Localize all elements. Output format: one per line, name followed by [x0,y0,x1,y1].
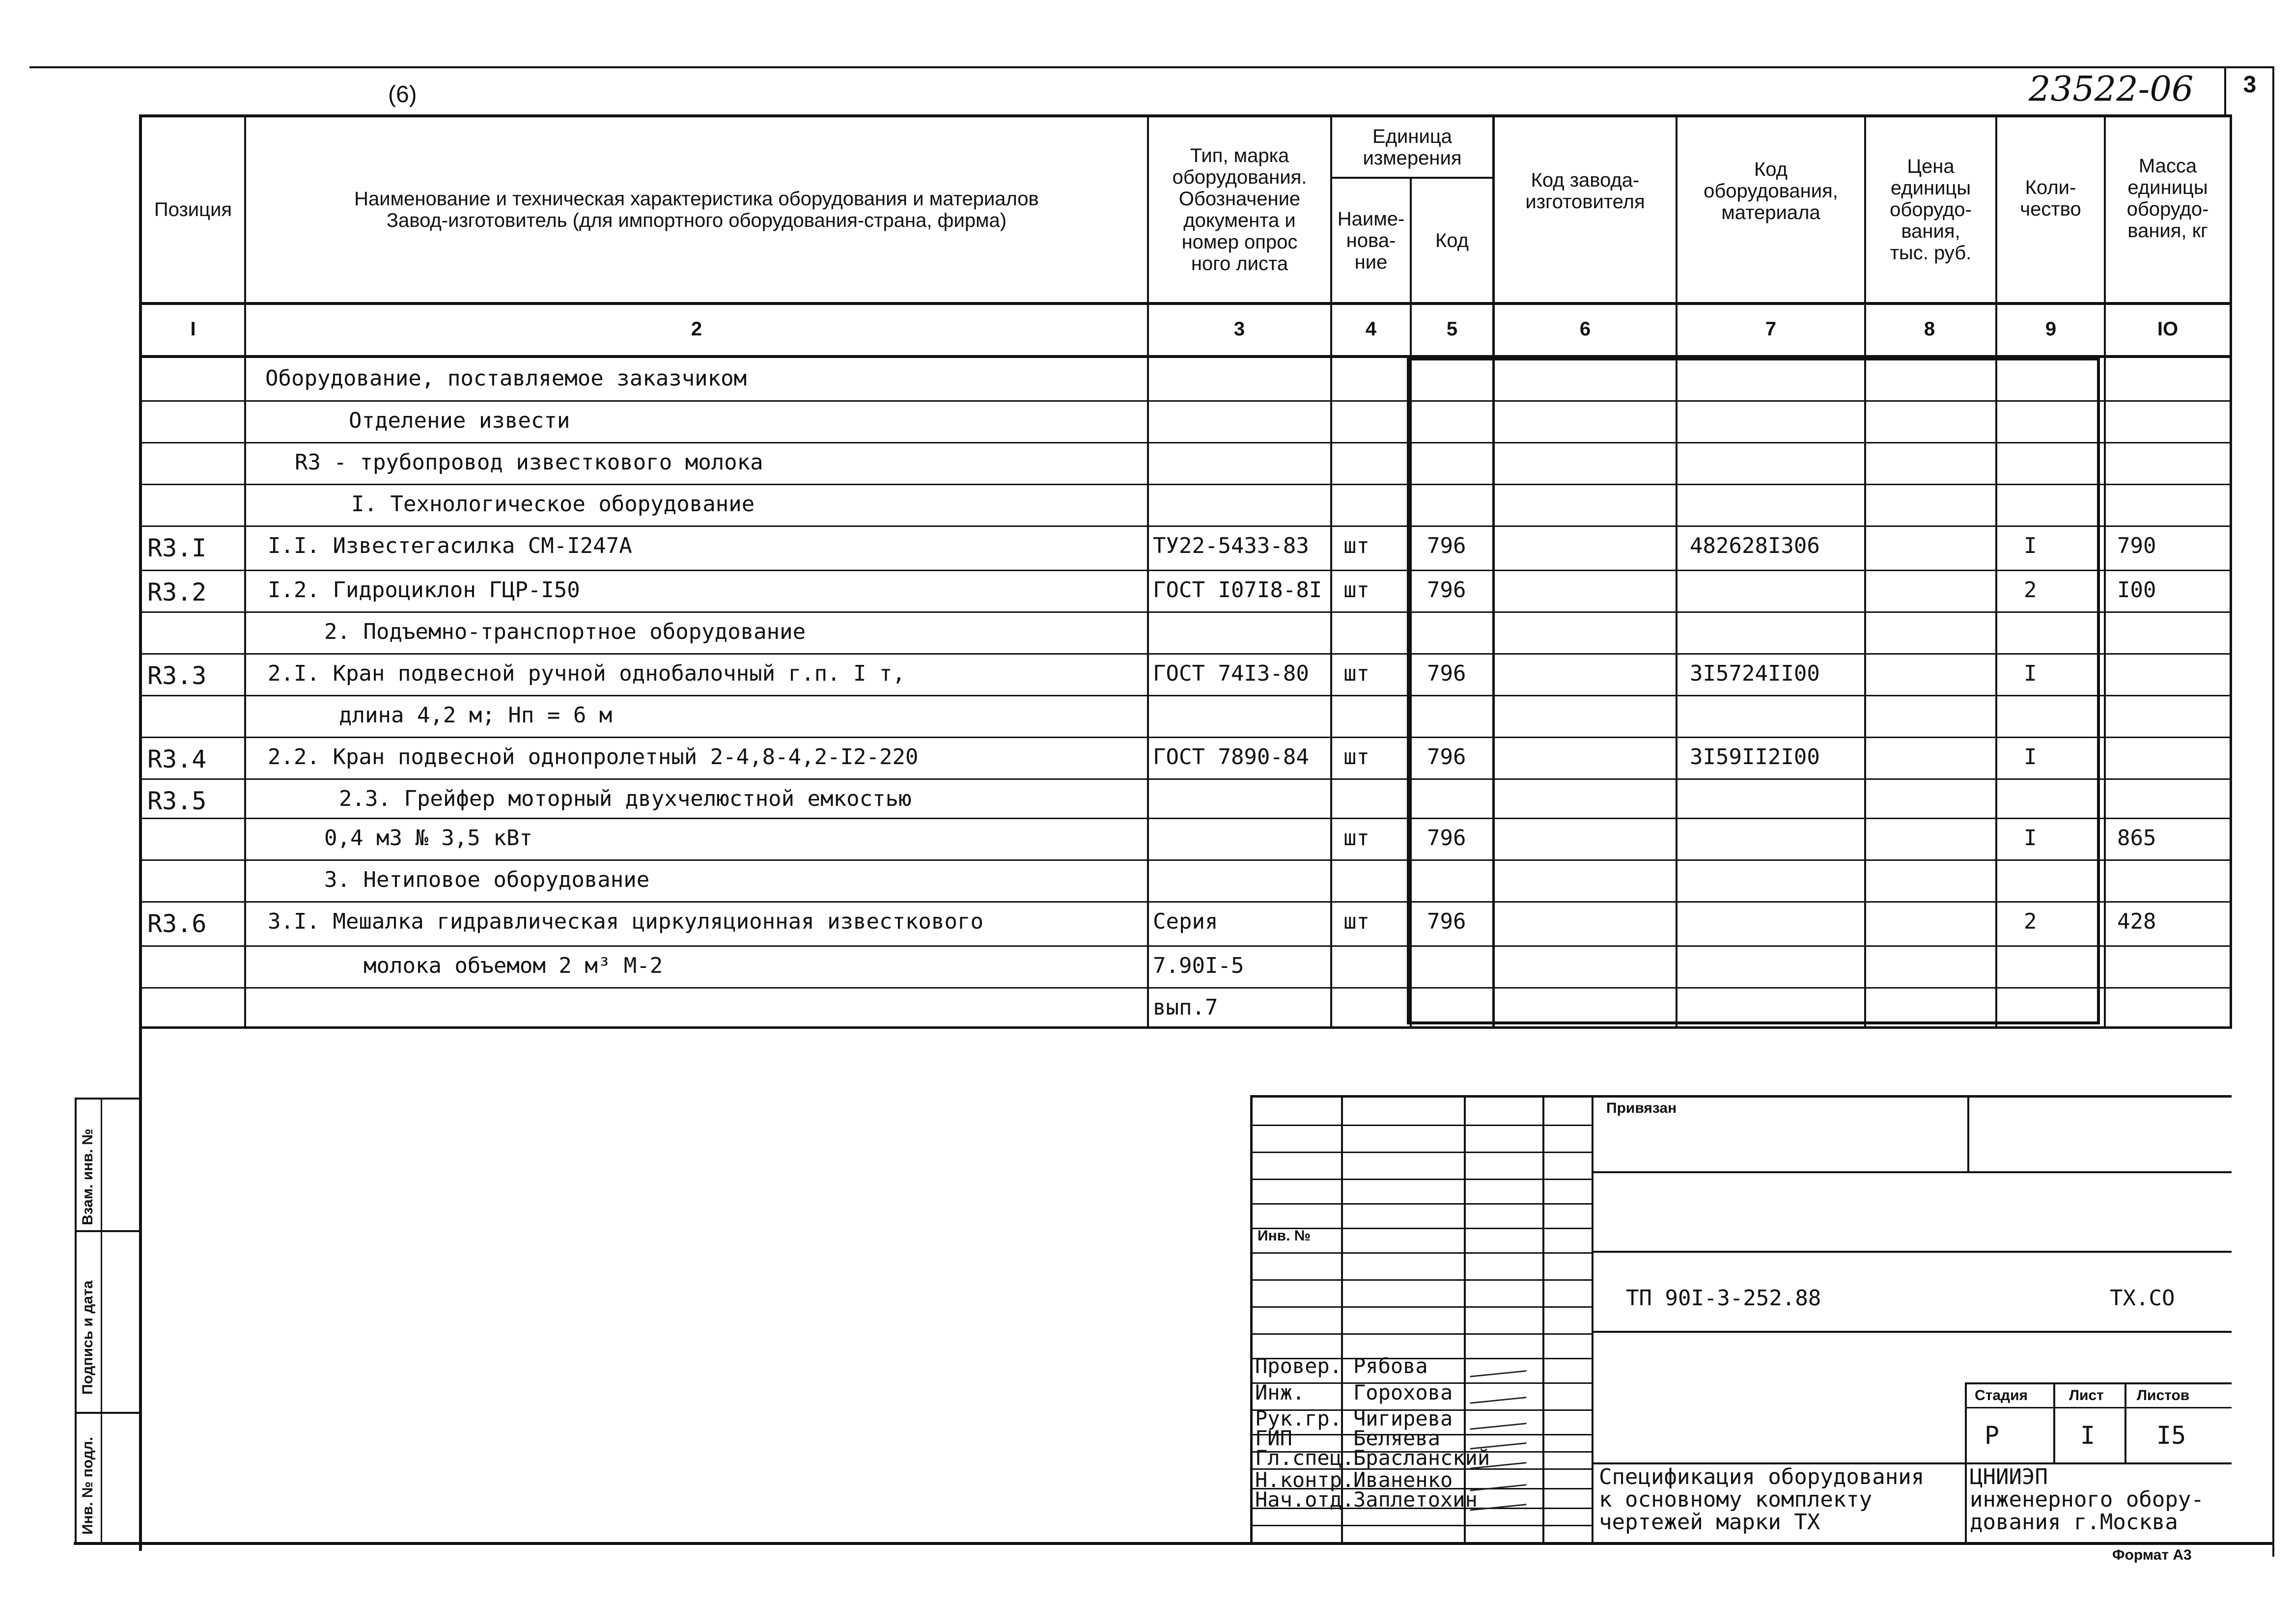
tb-v3 [1542,1095,1544,1544]
tb-sheets-value: I5 [2156,1421,2186,1450]
signer-role: Нач.отд. [1255,1487,1355,1512]
row-name: R3 - трубопровод известкового молока [295,450,763,475]
column-number: IO [2157,318,2179,340]
frame-right-line [2272,66,2274,1557]
tb-format: Формат А3 [2112,1547,2192,1563]
signature-scribble [1470,1356,1532,1377]
tb-grid-line [1250,1279,1593,1281]
side-inv-podl: Инв. № подл. [80,1436,96,1535]
row-position: R3.5 [147,787,207,815]
signer-role: Провер. [1255,1354,1342,1378]
tb-v2 [1464,1095,1466,1544]
column-number: 6 [1579,318,1591,340]
tb-h-stage-sub [1965,1407,2232,1408]
row-name: 2.3. Грейфер моторный двухчелюстной емкостью [339,786,912,811]
column-number: 5 [1446,318,1458,340]
row-name: Оборудование, поставляемое заказчиком [265,366,747,391]
row-name: I.I. Известегасилка СМ-I247А [268,533,632,558]
tb-doc-mark: ТХ.СО [2110,1286,2175,1311]
header-unit-name: Наиме- нова- ние [1337,208,1405,273]
signer-role: Рук.гр. [1255,1406,1342,1431]
row-unit-name: шт [1343,826,1370,851]
row-quantity: I [2024,744,2037,770]
tb-privyazan: Привязан [1606,1100,1677,1116]
row-position: R3.2 [147,578,207,606]
row-unit-code: 796 [1427,909,1466,934]
column-number: I [190,318,196,340]
row-unit-code: 796 [1427,533,1466,558]
page-corner-number: 3 [2243,72,2257,98]
signer-role: Гл.спец. [1255,1446,1355,1470]
header-unit-code: Код [1435,229,1469,251]
row-name: 2. Подъемно-транспортное оборудование [324,619,806,644]
row-quantity: 2 [2024,578,2037,603]
tb-sheet-value: I [2080,1421,2096,1450]
row-type: Серия [1153,909,1218,934]
tb-grid-line [1250,1152,1593,1153]
row-unit-name: шт [1343,661,1370,686]
header-factory-code: Код завода- изготовителя [1525,169,1645,213]
row-position: R3.4 [147,745,207,773]
frame-bottom-line [74,1542,2274,1545]
tb-h-code-bottom [1593,1331,2232,1333]
tb-grid-line [1250,1333,1593,1335]
row-type: ГОСТ 74I3-80 [1153,661,1309,686]
signer-name: Горохова [1353,1380,1453,1404]
row-name: I. Технологическое оборудование [351,492,755,517]
row-unit-code: 796 [1427,826,1466,851]
signer-name: Заплетохин [1353,1487,1478,1512]
bracket-label: (6) [388,82,417,108]
tb-sheet-header: Лист [2069,1387,2104,1404]
row-equipment-code: 3I5724II00 [1690,661,1820,686]
tb-grid-line [1250,1203,1593,1205]
signer-name: Брасланский [1353,1446,1490,1470]
tb-inv-no: Инв. № [1258,1228,1311,1244]
row-name: 3.I. Мешалка гидравлическая циркуляционная известкового [268,909,983,934]
tb-h-code-top [1593,1251,2232,1253]
side-stamp-div2 [75,1412,141,1414]
row-type: ГОСТ 7890-84 [1153,744,1309,770]
tb-top [1250,1095,2232,1098]
tb-grid-line [1250,1525,1593,1526]
signature-scribble [1470,1383,1532,1404]
row-quantity: I [2024,533,2037,558]
row-name: 2.I. Кран подвесной ручной однобалочный г.п. I т, [268,661,906,686]
header-position: Позиция [154,199,232,220]
column-number: 2 [691,318,702,340]
row-position: R3.3 [147,661,207,690]
row-unit-name: шт [1343,909,1370,934]
row-unit-code: 796 [1427,661,1466,686]
row-position: R3.6 [147,909,207,938]
tb-grid-line [1250,1125,1593,1126]
col-line-left [139,114,142,1551]
signer-role: Инж. [1255,1380,1305,1404]
tb-stage-value: Р [1985,1421,2000,1450]
row-type: ГОСТ I07I8-8I [1153,578,1322,603]
signer-name: Иваненко [1353,1468,1453,1492]
tb-left [1250,1095,1253,1544]
signature-scribble [1470,1409,1532,1430]
column-number: 7 [1765,318,1777,340]
sheet-number: 23522-06 [2029,69,2194,109]
header-name: Наименование и техническая характеристика оборудования и материалов Завод-изготовитель (для импортного оборудования-страна, фирма) [354,188,1039,231]
row-quantity: I [2024,826,2037,851]
row-quantity: I [2024,661,2037,686]
tb-doc-code: ТП 90I-3-252.88 [1626,1286,1821,1311]
header-mass: Масса единицы оборудо- вания, кг [2126,155,2209,242]
row-name: 3. Нетиповое оборудование [324,867,650,892]
side-stamp-div1 [75,1230,141,1232]
row-equipment-code: 3I59II2I00 [1690,744,1820,770]
tb-v-sheet [2053,1382,2055,1463]
row-equipment-code: 482628I306 [1690,533,1820,558]
tb-title: Спецификация оборудования к основному комплекту чертежей марки ТХ [1599,1464,1925,1535]
tb-grid-line [1250,1252,1593,1254]
tb-grid-line [1250,1306,1593,1308]
row-unit-name: шт [1343,533,1370,558]
row-unit-code: 796 [1427,578,1466,603]
column-number: 3 [1233,318,1245,340]
row-name: 0,4 м3 № 3,5 кВт [324,826,532,851]
row-mass: 428 [2117,909,2156,934]
tb-h-privyazan [1593,1171,2232,1173]
signer-role: ГИП [1255,1426,1292,1450]
row-unit-name: шт [1343,744,1370,770]
signer-name: Беляева [1353,1426,1441,1450]
header-price: Цена единицы оборудо- вания, тыс. руб. [1890,156,1972,264]
row-type: ТУ22-5433-83 [1153,533,1309,558]
side-podpis: Подпись и дата [80,1280,96,1395]
tb-grid-line [1250,1179,1593,1180]
corner-divider [2224,66,2226,115]
column-number: 8 [1924,318,1935,340]
tb-sheets-header: Листов [2137,1387,2190,1404]
row-name: Отделение извести [349,408,570,433]
row-mass: 865 [2117,826,2156,851]
tb-privyazan-div [1967,1095,1969,1171]
signer-name: Чигирева [1353,1406,1453,1431]
row-mass: 790 [2117,533,2156,558]
row-name: I.2. Гидроциклон ГЦР-I50 [268,578,580,603]
row-type: 7.90I-5 [1153,953,1244,978]
row-position: R3.I [147,534,207,562]
row-quantity: 2 [2024,909,2037,934]
signer-role: Н.контр. [1255,1468,1355,1492]
signer-name: Рябова [1353,1354,1428,1378]
frame-top-line [29,66,2272,68]
header-bottom-line [139,302,2232,305]
thick-frame [1407,358,2100,1024]
tb-org: ЦНИИЭП инженерного обору- дования г.Москва [1970,1464,2204,1535]
side-stamp-mid-line [101,1098,102,1542]
column-number: 4 [1365,318,1377,340]
row-name: молока объемом 2 м³ М-2 [363,953,663,978]
side-stamp-left-line [75,1098,77,1542]
tb-stage-header: Стадия [1975,1387,2028,1404]
row-unit-code: 796 [1427,744,1466,770]
header-equipment-code: Код оборудования, материала [1704,159,1838,223]
header-quantity: Коли- чество [2020,177,2081,220]
table-bottom-line [139,1026,2232,1029]
side-stamp-top [75,1098,141,1100]
tb-v4 [1592,1095,1593,1544]
tb-v-sheets [2124,1382,2126,1463]
side-vzam: Взам. инв. № [80,1129,96,1225]
header-unit-group: Единица измерения [1363,125,1462,169]
column-number: 9 [2045,318,2057,340]
row-type: вып.7 [1153,995,1218,1020]
row-unit-name: шт [1343,578,1370,603]
row-name: 2.2. Кран подвесной однопролетный 2-4,8-4,2-I2-220 [268,744,919,770]
header-type: Тип, марка оборудования. Обозначение документа и номер опрос ного листа [1172,145,1307,275]
col-line-right [2230,114,2232,1029]
row-name: длина 4,2 м; Нп = 6 м [339,703,613,728]
tb-h-stage-head [1965,1382,2232,1384]
row-mass: I00 [2117,578,2156,603]
